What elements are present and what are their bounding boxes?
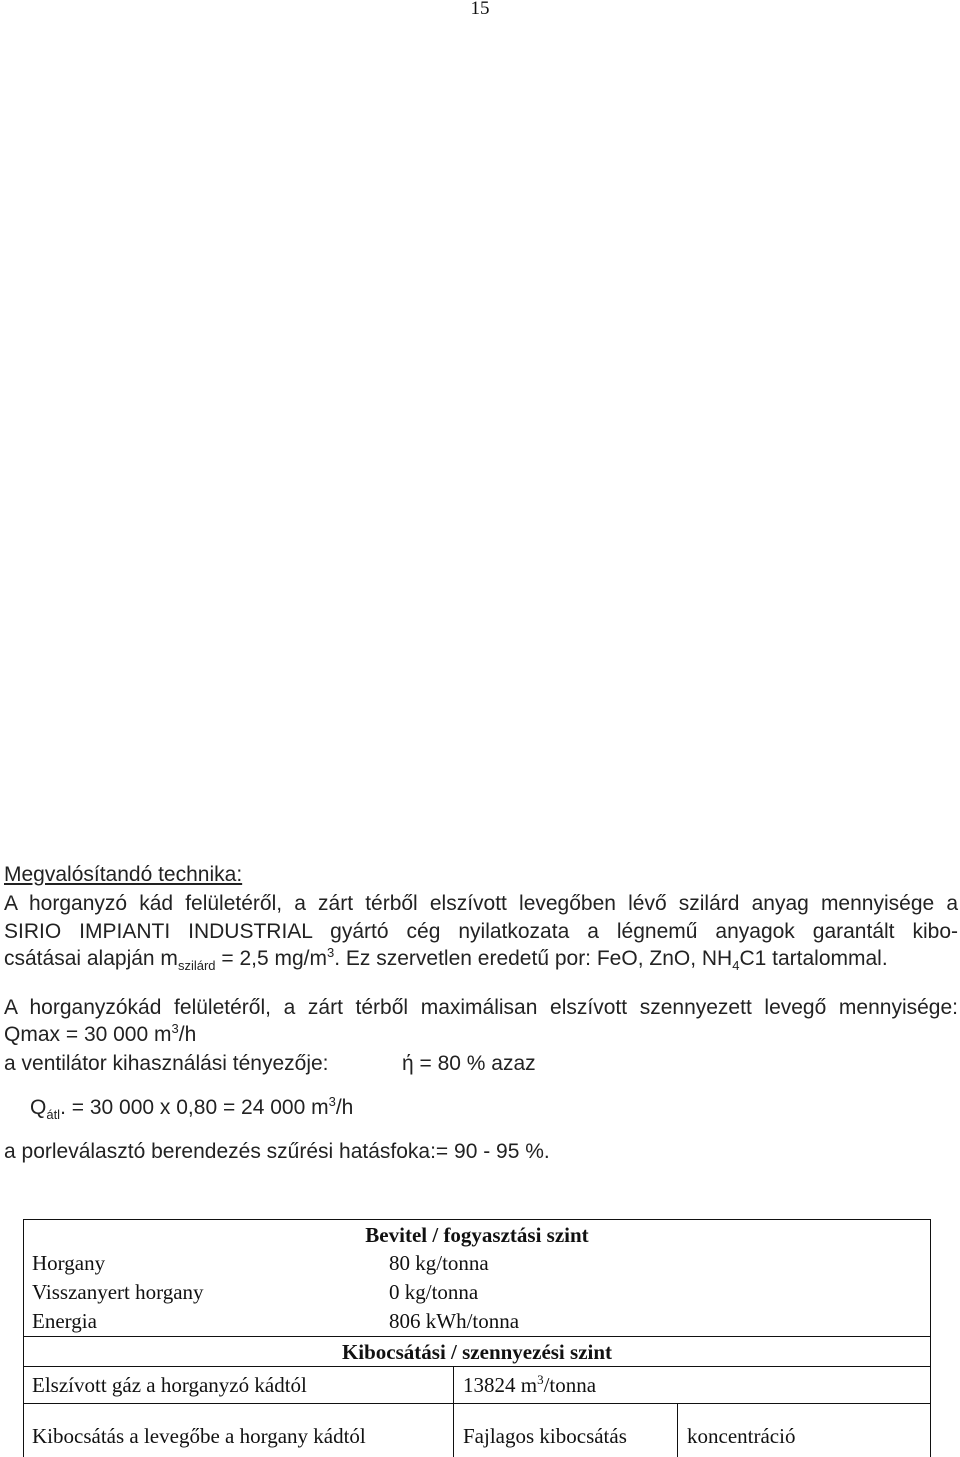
gas-value	[463, 1373, 596, 1398]
table-row	[24, 1278, 930, 1307]
gas-value-a: 13824 m	[463, 1373, 538, 1397]
row-label: Energia	[32, 1309, 97, 1333]
table-header-emission: Kibocsátási / szennyezési szint	[24, 1336, 930, 1366]
emission-concentration: koncentráció	[687, 1424, 796, 1448]
row-value: 806 kWh/tonna	[389, 1309, 520, 1333]
emission-specific: Fajlagos kibocsátás	[463, 1424, 627, 1448]
emission-label: Kibocsátás a levegőbe a horgany kádtól	[32, 1424, 366, 1448]
emission-label-cell	[24, 1404, 454, 1457]
ventilator-label: a ventilátor kihasználási tényezője:	[4, 1052, 329, 1075]
row-label: Horgany	[32, 1251, 106, 1275]
qmax-b: /h	[178, 1023, 197, 1046]
table-header-input: Bevitel / fogyasztási szint	[365, 1223, 589, 1247]
emission-concentration-cell	[679, 1404, 929, 1457]
subscript-4: 4	[732, 958, 740, 974]
qatl-c: /h	[335, 1096, 354, 1119]
table-row-gas	[24, 1366, 930, 1403]
para1-line3-b: = 2,5 mg/m	[215, 947, 327, 970]
qatl-a: Q	[30, 1096, 47, 1119]
consumption-emission-table	[23, 1219, 931, 1457]
gas-value-cell	[455, 1367, 929, 1403]
subscript-szilard: szilárd	[177, 958, 216, 974]
qmax-sup: 3	[171, 1021, 179, 1036]
gas-value-b: /tonna	[543, 1373, 597, 1397]
para1-line1: A horganyzó kád felületéről, a zárt térből elszívott levegőben lévő szilárd anyag mennyisége a	[4, 892, 958, 915]
row-value: 0 kg/tonna	[389, 1280, 479, 1304]
qatl-sub: átl	[46, 1107, 61, 1123]
qatl-sup: 3	[328, 1094, 336, 1109]
para1-line2: SIRIO IMPIANTI INDUSTRIAL gyártó cég nyilatkozata a légnemű anyagok garantált kibo-	[4, 920, 958, 943]
page-number: 15	[470, 0, 490, 19]
qatl-line	[30, 1094, 354, 1123]
qmax-a: Qmax = 30 000 m	[4, 1023, 172, 1046]
table-row-emission	[24, 1403, 930, 1457]
para1-line3	[4, 945, 888, 974]
table-row	[24, 1249, 930, 1278]
para1-line3-a: csátásai alapján m	[4, 947, 178, 970]
section-heading: Megvalósítandó technika:	[4, 863, 243, 886]
filter-efficiency-line: a porleválasztó berendezés szűrési hatásfoka:= 90 - 95 %.	[4, 1140, 550, 1163]
ventilator-value: ή = 80 % azaz	[402, 1052, 536, 1075]
row-label: Visszanyert horgany	[32, 1280, 204, 1304]
emission-specific-cell	[455, 1404, 678, 1457]
table-row	[24, 1307, 930, 1336]
para2-line1: A horganyzókád felületéről, a zárt térből maximálisan elszívott szennyezett levegő mennyisége:	[4, 996, 958, 1019]
gas-value-sup: 3	[537, 1372, 544, 1387]
para1-line3-c: . Ez szervetlen eredetű por: FeO, ZnO, NH	[334, 947, 733, 970]
ventilator-line	[4, 1052, 904, 1076]
qatl-b: . = 30 000 x 0,80 = 24 000 m	[60, 1096, 329, 1119]
gas-label: Elszívott gáz a horganyzó kádtól	[32, 1373, 307, 1397]
superscript-3: 3	[326, 945, 335, 960]
gas-label-cell	[24, 1367, 454, 1403]
para1-line3-d: C1 tartalommal.	[739, 947, 888, 970]
row-value: 80 kg/tonna	[389, 1251, 489, 1275]
qmax-line	[4, 1023, 196, 1047]
